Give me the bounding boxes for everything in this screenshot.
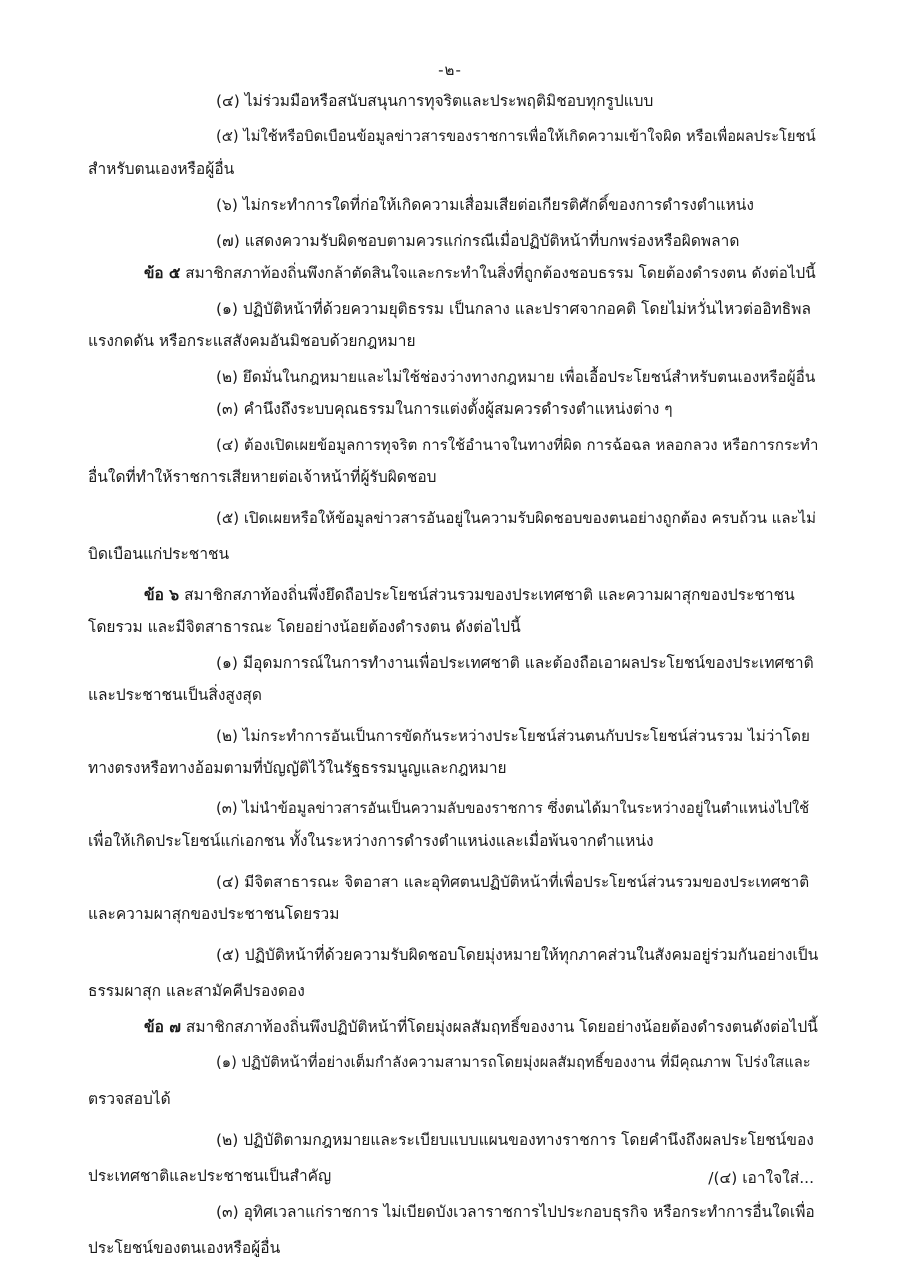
section-5-item-4: (๔) ต้องเปิดเผยข้อมูลการทุจริต การใช้อำนาจในทางที่ผิด การฉ้อฉล หลอกลวง หรือการกระทำ: [216, 436, 819, 454]
section-5-item-3: (๓) คำนึงถึงระบบคุณธรรมในการแต่งตั้งผู้สมควรดำรงตำแหน่งต่าง ๆ: [216, 400, 673, 418]
section-5-item-1: (๑) ปฏิบัติหน้าที่ด้วยความยุติธรรม เป็นกลาง และปราศจากอคติ โดยไม่หวั่นไหวต่ออิทธิพล: [216, 300, 811, 318]
section-6-item-1-cont: และประชาชนเป็นสิ่งสูงสุด: [88, 686, 262, 704]
section-6-item-5-cont: ธรรมผาสุก และสามัคคีปรองดอง: [88, 982, 305, 1000]
section-6-item-3: (๓) ไม่นำข้อมูลข่าวสารอันเป็นความลับของราชการ ซึ่งตนได้มาในระหว่างอยู่ในตำแหน่งไปใช้: [216, 800, 810, 817]
section-6-item-5: (๕) ปฏิบัติหน้าที่ด้วยความรับผิดชอบโดยมุ่งหมายให้ทุกภาคส่วนในสังคมอยู่ร่วมกันอย่างเป็น: [216, 946, 819, 964]
clause-4-item-5-cont: สำหรับตนเองหรือผู้อื่น: [88, 160, 235, 178]
section-6-label: ข้อ ๖: [144, 586, 180, 604]
section-7-label: ข้อ ๗: [144, 1018, 181, 1036]
continuation-marker: /(๔) เอาใจใส่...: [708, 1169, 814, 1187]
section-7-item-3-cont: ประโยชน์ของตนเองหรือผู้อื่น: [88, 1239, 281, 1257]
section-6-item-2: (๒) ไม่กระทำการอันเป็นการขัดกันระหว่างประโยชน์ส่วนตนกับประโยชน์ส่วนรวม ไม่ว่าโดย: [216, 727, 810, 745]
section-7-item-3: (๓) อุทิศเวลาแก่ราชการ ไม่เบียดบังเวลาราชการไปประกอบธุรกิจ หรือกระทำการอื่นใดเพื่อ: [216, 1203, 815, 1221]
section-6-item-3-cont: เพื่อให้เกิดประโยชน์แก่เอกชน ทั้งในระหว่างการดำรงตำแหน่งและเมื่อพ้นจากตำแหน่ง: [88, 832, 654, 850]
section-5-item-5-cont: บิดเบือนแก่ประชาชน: [88, 545, 230, 563]
clause-4-item-6: (๖) ไม่กระทำการใดที่ก่อให้เกิดความเสื่อมเสียต่อเกียรติศักดิ์ของการดำรงตำแหน่ง: [216, 196, 754, 214]
clause-4-item-4: (๔) ไม่ร่วมมือหรือสนับสนุนการทุจริตและประพฤติมิชอบทุกรูปแบบ: [216, 92, 654, 110]
section-5-item-2: (๒) ยึดมั่นในกฎหมายและไม่ใช้ช่องว่างทางกฎหมาย เพื่อเอื้อประโยชน์สำหรับตนเองหรือผู้อื่น: [216, 368, 816, 386]
document-body: [88, 90, 818, 1259]
section-7-item-2-cont: ประเทศชาติและประชาชนเป็นสำคัญ: [88, 1167, 332, 1185]
section-7-heading: ข้อ ๗ สมาชิกสภาท้องถิ่นพึงปฏิบัติหน้าที่โดยมุ่งผลสัมฤทธิ์ของงาน โดยอย่างน้อยต้องดำรงตนดังต่อไปนี้: [144, 1018, 818, 1036]
clause-4-item-7: (๗) แสดงความรับผิดชอบตามควรแก่กรณีเมื่อปฏิบัติหน้าที่บกพร่องหรือผิดพลาด: [216, 232, 740, 250]
section-6-item-2-cont: ทางตรงหรือทางอ้อมตามที่บัญญัติไว้ในรัฐธรรมนูญและกฎหมาย: [88, 759, 507, 777]
page-number: -๒-: [438, 61, 462, 79]
section-7-item-1-cont: ตรวจสอบได้: [88, 1090, 171, 1108]
section-5-heading: ข้อ ๕ สมาชิกสภาท้องถิ่นพึงกล้าตัดสินใจและกระทำในสิ่งที่ถูกต้องชอบธรรม โดยต้องดำรงตน ดังต่อไปนี้: [144, 264, 816, 282]
section-7-item-1: (๑) ปฏิบัติหน้าที่อย่างเต็มกำลังความสามารถโดยมุ่งผลสัมฤทธิ์ของงาน ที่มีคุณภาพ โปร่งใสและ: [216, 1054, 811, 1071]
section-7-item-2: (๒) ปฏิบัติตามกฎหมายและระเบียบแบบแผนของทางราชการ โดยคำนึงถึงผลประโยชน์ของ: [216, 1131, 814, 1149]
section-6-item-1: (๑) มีอุดมการณ์ในการทำงานเพื่อประเทศชาติ และต้องถือเอาผลประโยชน์ของประเทศชาติ: [216, 654, 814, 672]
section-6-heading: ข้อ ๖ สมาชิกสภาท้องถิ่นพึ่งยึดถือประโยชน์ส่วนรวมของประเทศชาติ และความผาสุกของประชาชน: [144, 586, 795, 604]
section-6-item-4-cont: และความผาสุกของประชาชนโดยรวม: [88, 905, 340, 923]
section-6-item-4: (๔) มีจิตสาธารณะ จิตอาสา และอุทิศตนปฏิบัติหน้าที่เพื่อประโยชน์ส่วนรวมของประเทศชาติ: [216, 873, 810, 891]
section-5-item-4-cont: อื่นใดที่ทำให้ราชการเสียหายต่อเจ้าหน้าที่ผู้รับผิดชอบ: [88, 468, 437, 486]
section-5-item-5: (๕) เปิดเผยหรือให้ข้อมูลข่าวสารอันอยู่ในความรับผิดชอบของตนอย่างถูกต้อง ครบถ้วน และไม่: [216, 509, 817, 527]
section-6-heading-cont: โดยรวม และมีจิตสาธารณะ โดยอย่างน้อยต้องดำรงตน ดังต่อไปนี้: [88, 618, 521, 636]
clause-4-item-5: (๕) ไม่ใช้หรือบิดเบือนข้อมูลข่าวสารของราชการเพื่อให้เกิดความเข้าใจผิด หรือเพื่อผลประโยชน์: [216, 128, 816, 145]
section-5-label: ข้อ ๕: [144, 264, 181, 282]
section-5-item-1-cont: แรงกดดัน หรือกระแสสังคมอันมิชอบด้วยกฎหมาย: [88, 332, 416, 350]
